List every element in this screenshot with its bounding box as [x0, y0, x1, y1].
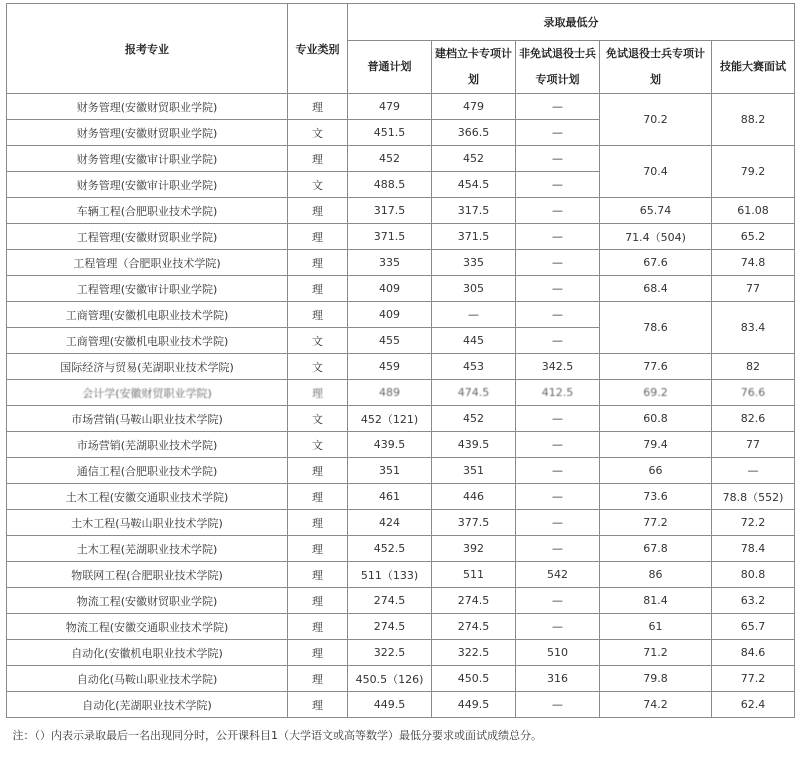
veteran-exempt-cell: 71.4（504): [600, 224, 712, 250]
poverty-plan-cell: 439.5: [432, 432, 516, 458]
general-plan-cell: 317.5: [348, 198, 432, 224]
major-cell: 财务管理(安徽财贸职业学院): [7, 120, 288, 146]
veteran-exempt-cell: 73.6: [600, 484, 712, 510]
major-cell: 工程管理(安徽审计职业学院): [7, 276, 288, 302]
veteran-nonexempt-cell: —: [516, 198, 600, 224]
poverty-plan-cell: 453: [432, 354, 516, 380]
category-cell: 理: [288, 380, 348, 406]
poverty-plan-cell: 317.5: [432, 198, 516, 224]
category-cell: 理: [288, 458, 348, 484]
major-cell: 物流工程(安徽财贸职业学院): [7, 588, 288, 614]
poverty-plan-cell: 449.5: [432, 692, 516, 718]
major-cell: 财务管理(安徽审计职业学院): [7, 172, 288, 198]
category-cell: 理: [288, 276, 348, 302]
veteran-nonexempt-cell: —: [516, 120, 600, 146]
major-cell: 自动化(马鞍山职业技术学院): [7, 666, 288, 692]
header-general-plan: 普通计划: [348, 41, 432, 94]
general-plan-cell: 322.5: [348, 640, 432, 666]
general-plan-cell: 409: [348, 302, 432, 328]
skills-interview-cell: 74.8: [712, 250, 795, 276]
major-cell: 市场营销(马鞍山职业技术学院): [7, 406, 288, 432]
veteran-nonexempt-cell: 412.5: [516, 380, 600, 406]
skills-interview-cell: 79.2: [712, 146, 795, 198]
category-cell: 文: [288, 172, 348, 198]
category-cell: 文: [288, 328, 348, 354]
skills-interview-cell: 63.2: [712, 588, 795, 614]
skills-interview-cell: 76.6: [712, 380, 795, 406]
general-plan-cell: 351: [348, 458, 432, 484]
category-cell: 理: [288, 224, 348, 250]
major-cell: 通信工程(合肥职业技术学院): [7, 458, 288, 484]
major-cell: 会计学(安徽财贸职业学院): [7, 380, 288, 406]
table-body: [7, 94, 795, 718]
category-cell: 文: [288, 120, 348, 146]
veteran-nonexempt-cell: —: [516, 536, 600, 562]
major-cell: 物联网工程(合肥职业技术学院): [7, 562, 288, 588]
table-row: [7, 276, 795, 302]
general-plan-cell: 450.5（126): [348, 666, 432, 692]
veteran-exempt-cell: 70.4: [600, 146, 712, 198]
poverty-plan-cell: 274.5: [432, 588, 516, 614]
table-row: [7, 302, 795, 328]
major-cell: 财务管理(安徽财贸职业学院): [7, 94, 288, 120]
major-cell: 自动化(安徽机电职业技术学院): [7, 640, 288, 666]
general-plan-cell: 455: [348, 328, 432, 354]
skills-interview-cell: 88.2: [712, 94, 795, 146]
header-min-score-group: 录取最低分: [348, 4, 795, 41]
veteran-nonexempt-cell: —: [516, 172, 600, 198]
category-cell: 理: [288, 250, 348, 276]
admission-score-table-container: [6, 3, 794, 751]
major-cell: 车辆工程(合肥职业技术学院): [7, 198, 288, 224]
poverty-plan-cell: 351: [432, 458, 516, 484]
category-cell: 理: [288, 562, 348, 588]
skills-interview-cell: 77: [712, 432, 795, 458]
veteran-exempt-cell: 69.2: [600, 380, 712, 406]
general-plan-cell: 452: [348, 146, 432, 172]
header-poverty-plan: 建档立卡专项计划: [432, 41, 516, 94]
table-row: [7, 458, 795, 484]
veteran-exempt-cell: 74.2: [600, 692, 712, 718]
veteran-exempt-cell: 60.8: [600, 406, 712, 432]
general-plan-cell: 409: [348, 276, 432, 302]
general-plan-cell: 489: [348, 380, 432, 406]
category-cell: 理: [288, 146, 348, 172]
veteran-nonexempt-cell: —: [516, 250, 600, 276]
table-row: [7, 146, 795, 172]
veteran-nonexempt-cell: —: [516, 328, 600, 354]
veteran-nonexempt-cell: —: [516, 510, 600, 536]
table-row: [7, 224, 795, 250]
veteran-nonexempt-cell: —: [516, 276, 600, 302]
general-plan-cell: 479: [348, 94, 432, 120]
veteran-exempt-cell: 65.74: [600, 198, 712, 224]
veteran-exempt-cell: 61: [600, 614, 712, 640]
veteran-exempt-cell: 78.6: [600, 302, 712, 354]
veteran-exempt-cell: 66: [600, 458, 712, 484]
header-veteran-nonexempt-plan: 非免试退役士兵专项计划: [516, 41, 600, 94]
poverty-plan-cell: 371.5: [432, 224, 516, 250]
skills-interview-cell: 65.2: [712, 224, 795, 250]
table-row: [7, 432, 795, 458]
poverty-plan-cell: —: [432, 302, 516, 328]
veteran-nonexempt-cell: 542: [516, 562, 600, 588]
poverty-plan-cell: 335: [432, 250, 516, 276]
table-row: [7, 94, 795, 120]
table-row: [7, 588, 795, 614]
skills-interview-cell: 82: [712, 354, 795, 380]
veteran-exempt-cell: 67.8: [600, 536, 712, 562]
major-cell: 财务管理(安徽审计职业学院): [7, 146, 288, 172]
veteran-nonexempt-cell: —: [516, 588, 600, 614]
veteran-exempt-cell: 79.8: [600, 666, 712, 692]
general-plan-cell: 274.5: [348, 614, 432, 640]
table-row: [7, 614, 795, 640]
table-footnote: 注：（）内表示录取最后一名出现同分时，公开课科目1（大学语文或高等数学）最低分要求或面试成绩总分。: [7, 718, 795, 752]
category-cell: 理: [288, 640, 348, 666]
veteran-exempt-cell: 68.4: [600, 276, 712, 302]
table-row: [7, 380, 795, 406]
category-cell: 理: [288, 614, 348, 640]
major-cell: 自动化(芜湖职业技术学院): [7, 692, 288, 718]
major-cell: 工程管理（合肥职业技术学院): [7, 250, 288, 276]
table-row: [7, 406, 795, 432]
category-cell: 理: [288, 510, 348, 536]
poverty-plan-cell: 454.5: [432, 172, 516, 198]
veteran-exempt-cell: 77.2: [600, 510, 712, 536]
general-plan-cell: 274.5: [348, 588, 432, 614]
header-skills-interview: 技能大赛面试: [712, 41, 795, 94]
poverty-plan-cell: 274.5: [432, 614, 516, 640]
category-cell: 理: [288, 198, 348, 224]
header-category: 专业类别: [288, 4, 348, 94]
poverty-plan-cell: 452: [432, 146, 516, 172]
skills-interview-cell: 77: [712, 276, 795, 302]
major-cell: 国际经济与贸易(芜湖职业技术学院): [7, 354, 288, 380]
general-plan-cell: 452（121): [348, 406, 432, 432]
skills-interview-cell: 78.8（552): [712, 484, 795, 510]
veteran-nonexempt-cell: —: [516, 94, 600, 120]
table-row: [7, 562, 795, 588]
veteran-nonexempt-cell: 342.5: [516, 354, 600, 380]
major-cell: 土木工程(芜湖职业技术学院): [7, 536, 288, 562]
veteran-nonexempt-cell: —: [516, 484, 600, 510]
category-cell: 理: [288, 588, 348, 614]
category-cell: 文: [288, 354, 348, 380]
skills-interview-cell: 62.4: [712, 692, 795, 718]
skills-interview-cell: 84.6: [712, 640, 795, 666]
header-veteran-exempt-plan: 免试退役士兵专项计划: [600, 41, 712, 94]
poverty-plan-cell: 366.5: [432, 120, 516, 146]
skills-interview-cell: 61.08: [712, 198, 795, 224]
table-row: [7, 692, 795, 718]
category-cell: 理: [288, 692, 348, 718]
category-cell: 理: [288, 302, 348, 328]
general-plan-cell: 371.5: [348, 224, 432, 250]
category-cell: 理: [288, 536, 348, 562]
poverty-plan-cell: 446: [432, 484, 516, 510]
poverty-plan-cell: 479: [432, 94, 516, 120]
category-cell: 文: [288, 406, 348, 432]
major-cell: 市场营销(芜湖职业技术学院): [7, 432, 288, 458]
veteran-nonexempt-cell: —: [516, 224, 600, 250]
general-plan-cell: 452.5: [348, 536, 432, 562]
veteran-nonexempt-cell: —: [516, 432, 600, 458]
veteran-nonexempt-cell: —: [516, 614, 600, 640]
skills-interview-cell: 65.7: [712, 614, 795, 640]
veteran-nonexempt-cell: 510: [516, 640, 600, 666]
poverty-plan-cell: 392: [432, 536, 516, 562]
table-row: [7, 666, 795, 692]
skills-interview-cell: 83.4: [712, 302, 795, 354]
header-major: 报考专业: [7, 4, 288, 94]
veteran-exempt-cell: 86: [600, 562, 712, 588]
category-cell: 文: [288, 432, 348, 458]
poverty-plan-cell: 450.5: [432, 666, 516, 692]
veteran-nonexempt-cell: 316: [516, 666, 600, 692]
table-row: [7, 510, 795, 536]
poverty-plan-cell: 445: [432, 328, 516, 354]
general-plan-cell: 439.5: [348, 432, 432, 458]
veteran-nonexempt-cell: —: [516, 458, 600, 484]
veteran-nonexempt-cell: —: [516, 302, 600, 328]
major-cell: 工商管理(安徽机电职业技术学院): [7, 302, 288, 328]
skills-interview-cell: 77.2: [712, 666, 795, 692]
veteran-exempt-cell: 77.6: [600, 354, 712, 380]
general-plan-cell: 488.5: [348, 172, 432, 198]
category-cell: 理: [288, 666, 348, 692]
table-row: [7, 640, 795, 666]
skills-interview-cell: 72.2: [712, 510, 795, 536]
poverty-plan-cell: 452: [432, 406, 516, 432]
poverty-plan-cell: 322.5: [432, 640, 516, 666]
category-cell: 理: [288, 94, 348, 120]
general-plan-cell: 511（133): [348, 562, 432, 588]
table-row: [7, 484, 795, 510]
admission-score-table: [6, 3, 795, 751]
table-row: [7, 198, 795, 224]
major-cell: 土木工程(安徽交通职业技术学院): [7, 484, 288, 510]
general-plan-cell: 424: [348, 510, 432, 536]
skills-interview-cell: —: [712, 458, 795, 484]
veteran-exempt-cell: 81.4: [600, 588, 712, 614]
skills-interview-cell: 80.8: [712, 562, 795, 588]
veteran-exempt-cell: 71.2: [600, 640, 712, 666]
veteran-exempt-cell: 79.4: [600, 432, 712, 458]
table-row: [7, 250, 795, 276]
general-plan-cell: 335: [348, 250, 432, 276]
general-plan-cell: 451.5: [348, 120, 432, 146]
table-row: [7, 536, 795, 562]
general-plan-cell: 459: [348, 354, 432, 380]
poverty-plan-cell: 511: [432, 562, 516, 588]
category-cell: 理: [288, 484, 348, 510]
major-cell: 工商管理(安徽机电职业技术学院): [7, 328, 288, 354]
veteran-nonexempt-cell: —: [516, 406, 600, 432]
major-cell: 工程管理(安徽财贸职业学院): [7, 224, 288, 250]
veteran-nonexempt-cell: —: [516, 692, 600, 718]
skills-interview-cell: 78.4: [712, 536, 795, 562]
table-row: [7, 354, 795, 380]
veteran-exempt-cell: 67.6: [600, 250, 712, 276]
skills-interview-cell: 82.6: [712, 406, 795, 432]
poverty-plan-cell: 474.5: [432, 380, 516, 406]
poverty-plan-cell: 305: [432, 276, 516, 302]
veteran-nonexempt-cell: —: [516, 146, 600, 172]
veteran-exempt-cell: 70.2: [600, 94, 712, 146]
general-plan-cell: 449.5: [348, 692, 432, 718]
major-cell: 物流工程(安徽交通职业技术学院): [7, 614, 288, 640]
poverty-plan-cell: 377.5: [432, 510, 516, 536]
general-plan-cell: 461: [348, 484, 432, 510]
major-cell: 土木工程(马鞍山职业技术学院): [7, 510, 288, 536]
